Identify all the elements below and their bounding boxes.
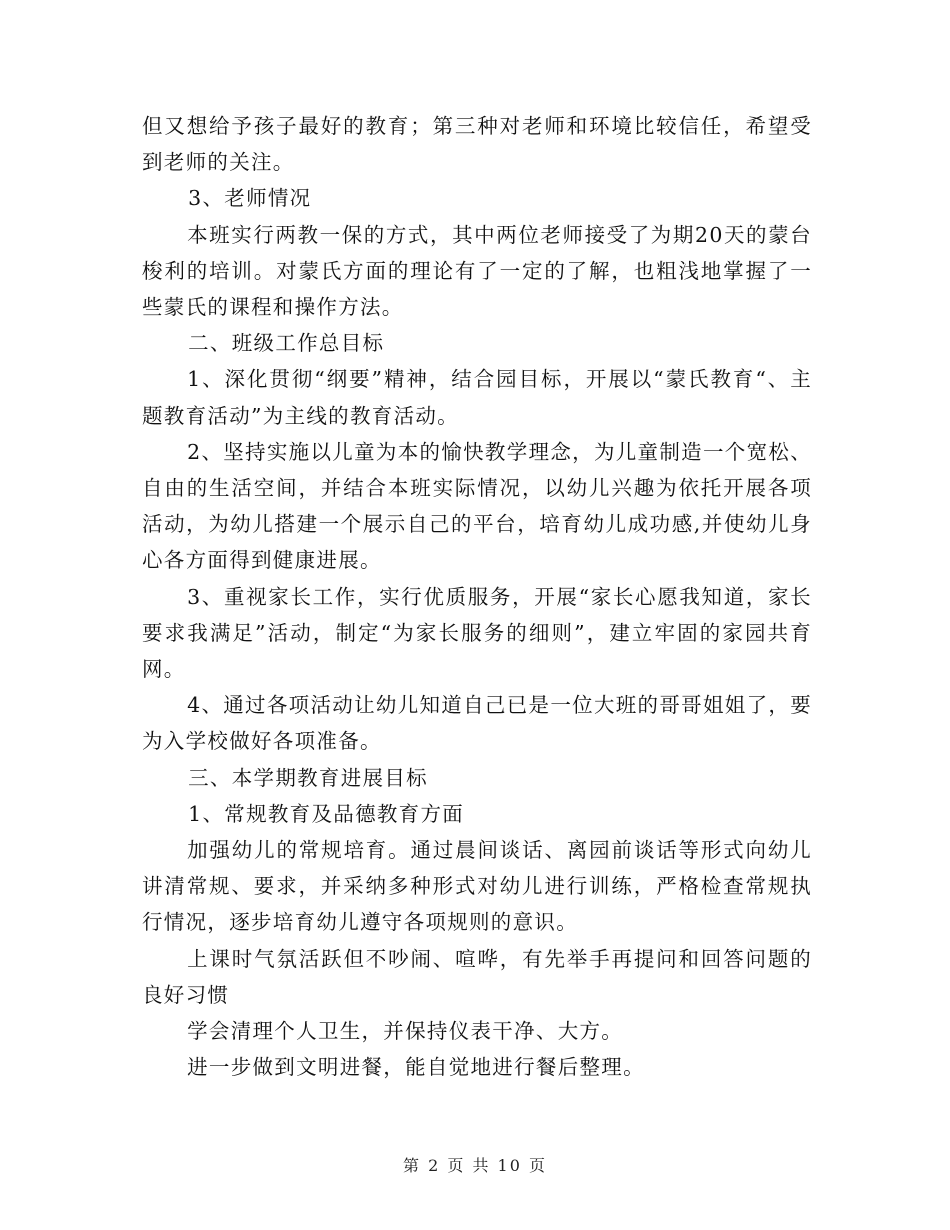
paragraph-goal-1: 1、深化贯彻“纲要”精神，结合园目标，开展以“蒙氏教育“、主题教育活动”为主线的教育活动。 [142, 367, 812, 428]
paragraph-teacher-situation: 本班实行两教一保的方式，其中两位老师接受了为期20天的蒙台梭利的培训。对蒙氏方面的理论有了一定的了解，也粗浅地掌握了一些蒙氏的课程和操作方法。 [142, 222, 812, 320]
heading-semester-goals: 三、本学期教育进展目标 [188, 765, 428, 790]
paragraph-class-habits: 上课时气氛活跃但不吵闹、喧哗，有先举手再提问和回答问题的良好习惯 [142, 946, 812, 1007]
paragraph-hygiene: 学会清理个人卫生，并保持仪表干净、大方。 [187, 1019, 624, 1044]
subheading-teacher-situation: 3、老师情况 [188, 186, 312, 211]
document-body [142, 108, 812, 1085]
heading-class-work-goals: 二、班级工作总目标 [188, 331, 385, 356]
paragraph-continuation: 但又想给予孩子最好的教育；第三种对老师和环境比较信任，希望受到老师的关注。 [142, 114, 812, 175]
paragraph-goal-3: 3、重视家长工作，实行优质服务，开展“家长心愿我知道，家长要求我满足”活动，制定“为家长服务的细则”，建立牢固的家园共育网。 [142, 584, 812, 682]
paragraph-goal-4: 4、通过各项活动让幼儿知道自己已是一位大班的哥哥姐姐了，要为入学校做好各项准备。 [142, 693, 812, 754]
paragraph-meal-manners: 进一步做到文明进餐，能自觉地进行餐后整理。 [187, 1055, 645, 1080]
page-number-footer: 第 2 页 共 10 页 [403, 1156, 547, 1175]
paragraph-goal-2: 2、坚持实施以儿童为本的愉快教学理念，为儿童制造一个宽松、自由的生活空间，并结合本班实际情况，以幼儿兴趣为依托开展各项活动，为幼儿搭建一个展示自己的平台，培育幼儿成功感,并使幼儿身心各方面得到健康进展。 [142, 439, 812, 573]
paragraph-routine-training: 加强幼儿的常规培育。通过晨间谈话、离园前谈话等形式向幼儿讲清常规、要求，并采纳多种形式对幼儿进行训练，严格检查常规执行情况，逐步培育幼儿遵守各项规则的意识。 [142, 838, 812, 935]
subheading-routine-education: 1、常规教育及品德教育方面 [188, 801, 465, 826]
